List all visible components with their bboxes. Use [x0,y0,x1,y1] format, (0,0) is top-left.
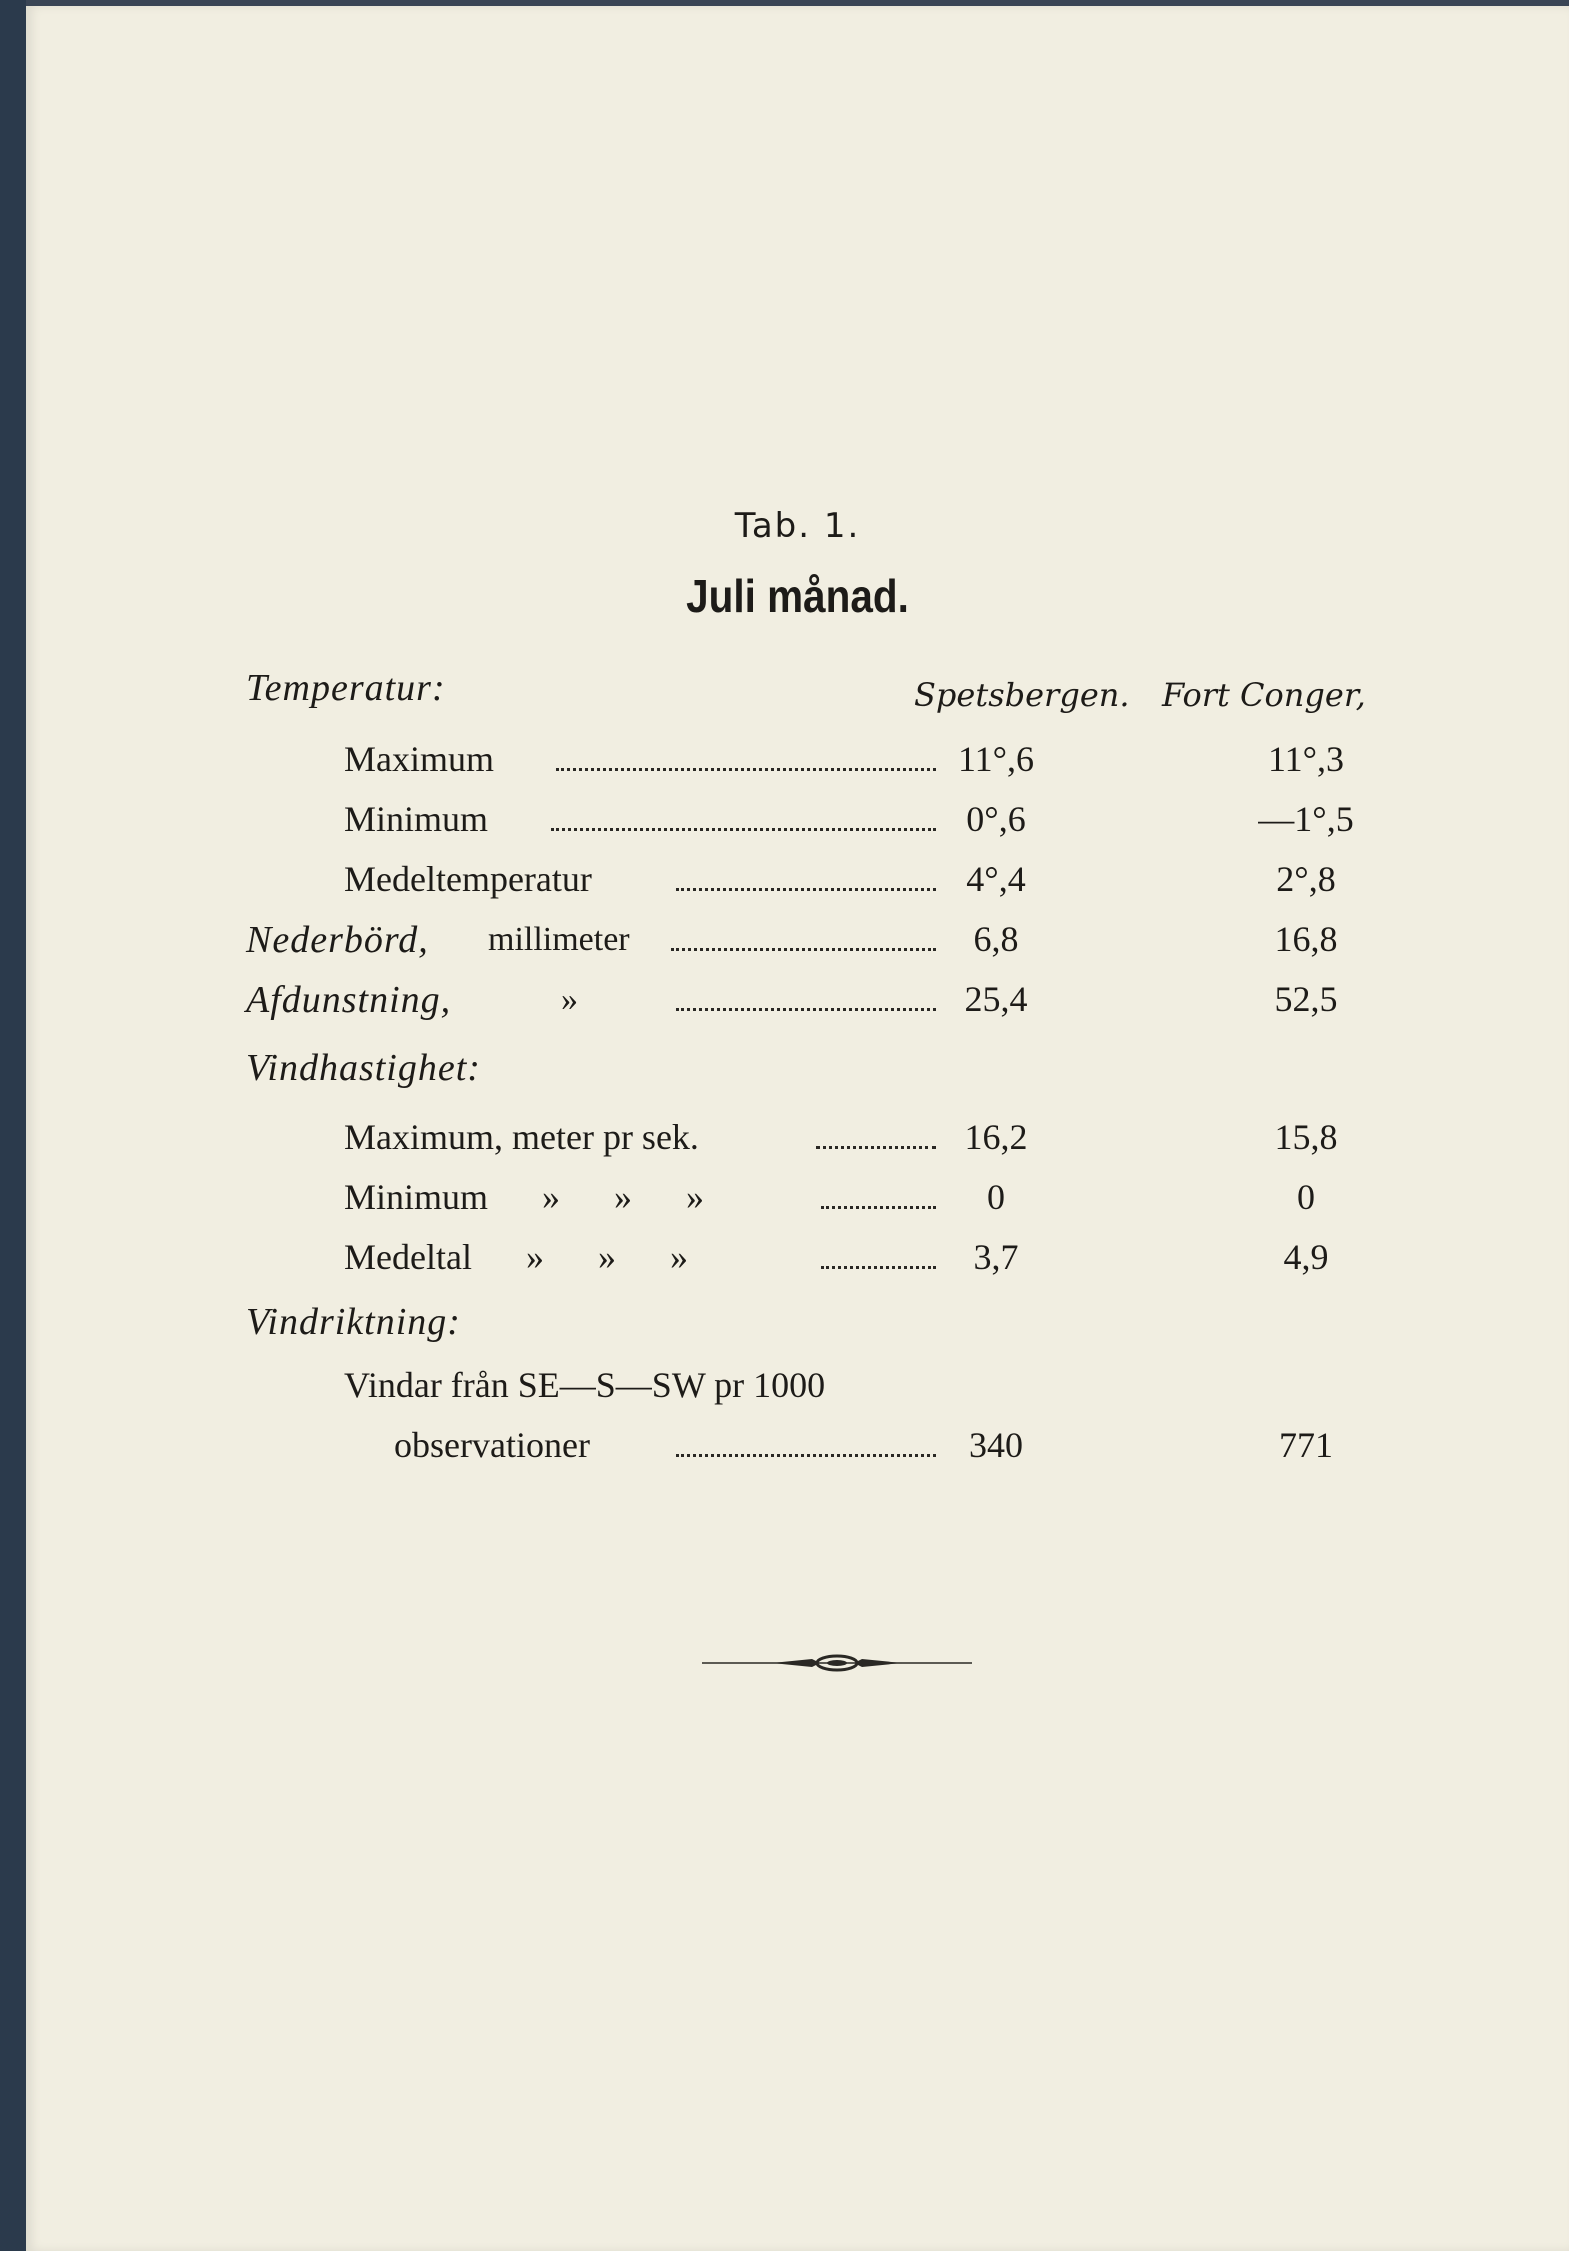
table-row [26,858,1569,908]
value-spetsbergen: 0 [987,1177,1005,1217]
value-spetsbergen: 16,2 [964,1117,1028,1157]
table-row [26,1116,1569,1166]
row-label: Medeltal » » » [344,1237,688,1277]
row-label: Maximum [344,739,494,779]
section-heading: Vindriktning: [246,1301,461,1343]
table-row-nederbord [26,918,1569,968]
column-header-spetsbergen: Spetsbergen. [914,676,1130,714]
value-spetsbergen: 3,7 [973,1237,1019,1277]
table-row [26,1424,1569,1474]
section-vindhastighet [246,1046,846,1096]
table-row [26,1176,1569,1226]
section-heading: Temperatur: [246,667,446,709]
table-row [26,1364,1569,1414]
value-fort-conger: 2°,8 [1276,859,1336,899]
value-fort-conger: 15,8 [1274,1117,1338,1157]
section-heading: Afdunstning, [246,979,452,1021]
value-fort-conger: 771 [1279,1425,1333,1465]
table-row [26,1236,1569,1286]
ditto-mark: » [561,981,578,1018]
row-label: Minimum [344,799,489,839]
row-label: Vindar från SE—S—SW pr 1000 [344,1365,826,1405]
table-row [26,738,1569,788]
value-fort-conger: 16,8 [1274,919,1338,959]
document-page [26,6,1569,2251]
value-spetsbergen: 0°,6 [966,799,1026,839]
value-fort-conger: 0 [1297,1177,1315,1217]
value-fort-conger: 11°,3 [1267,739,1345,779]
value-fort-conger: 52,5 [1274,979,1338,1019]
leader-dots [556,758,936,771]
row-label: Maximum, meter pr sek. [344,1117,699,1157]
section-temperatur [246,666,846,716]
table-row [26,798,1569,848]
column-header-fort-conger: Fort Conger, [1162,676,1366,714]
value-spetsbergen: 6,8 [973,919,1019,959]
table-row-afdunstning [26,978,1569,1028]
ornament-divider [702,1648,972,1678]
row-unit: millimeter [488,921,630,958]
table-number: Tab. 1. [734,506,861,546]
value-spetsbergen: 11°,6 [957,739,1035,779]
value-spetsbergen: 25,4 [964,979,1028,1019]
section-heading: Nederbörd, [246,919,429,961]
section-vindriktning [246,1300,846,1350]
value-fort-conger: —1°,5 [1258,799,1354,839]
value-spetsbergen: 340 [969,1425,1023,1465]
row-label: Minimum » » » [344,1177,705,1217]
row-label: observationer [394,1425,590,1465]
section-heading: Vindhastighet: [246,1047,481,1089]
row-label: Medeltemperatur [344,859,592,899]
value-spetsbergen: 4°,4 [966,859,1026,899]
value-fort-conger: 4,9 [1283,1237,1329,1277]
table-title: Juli månad. [686,570,909,622]
leader-dots [551,818,936,831]
